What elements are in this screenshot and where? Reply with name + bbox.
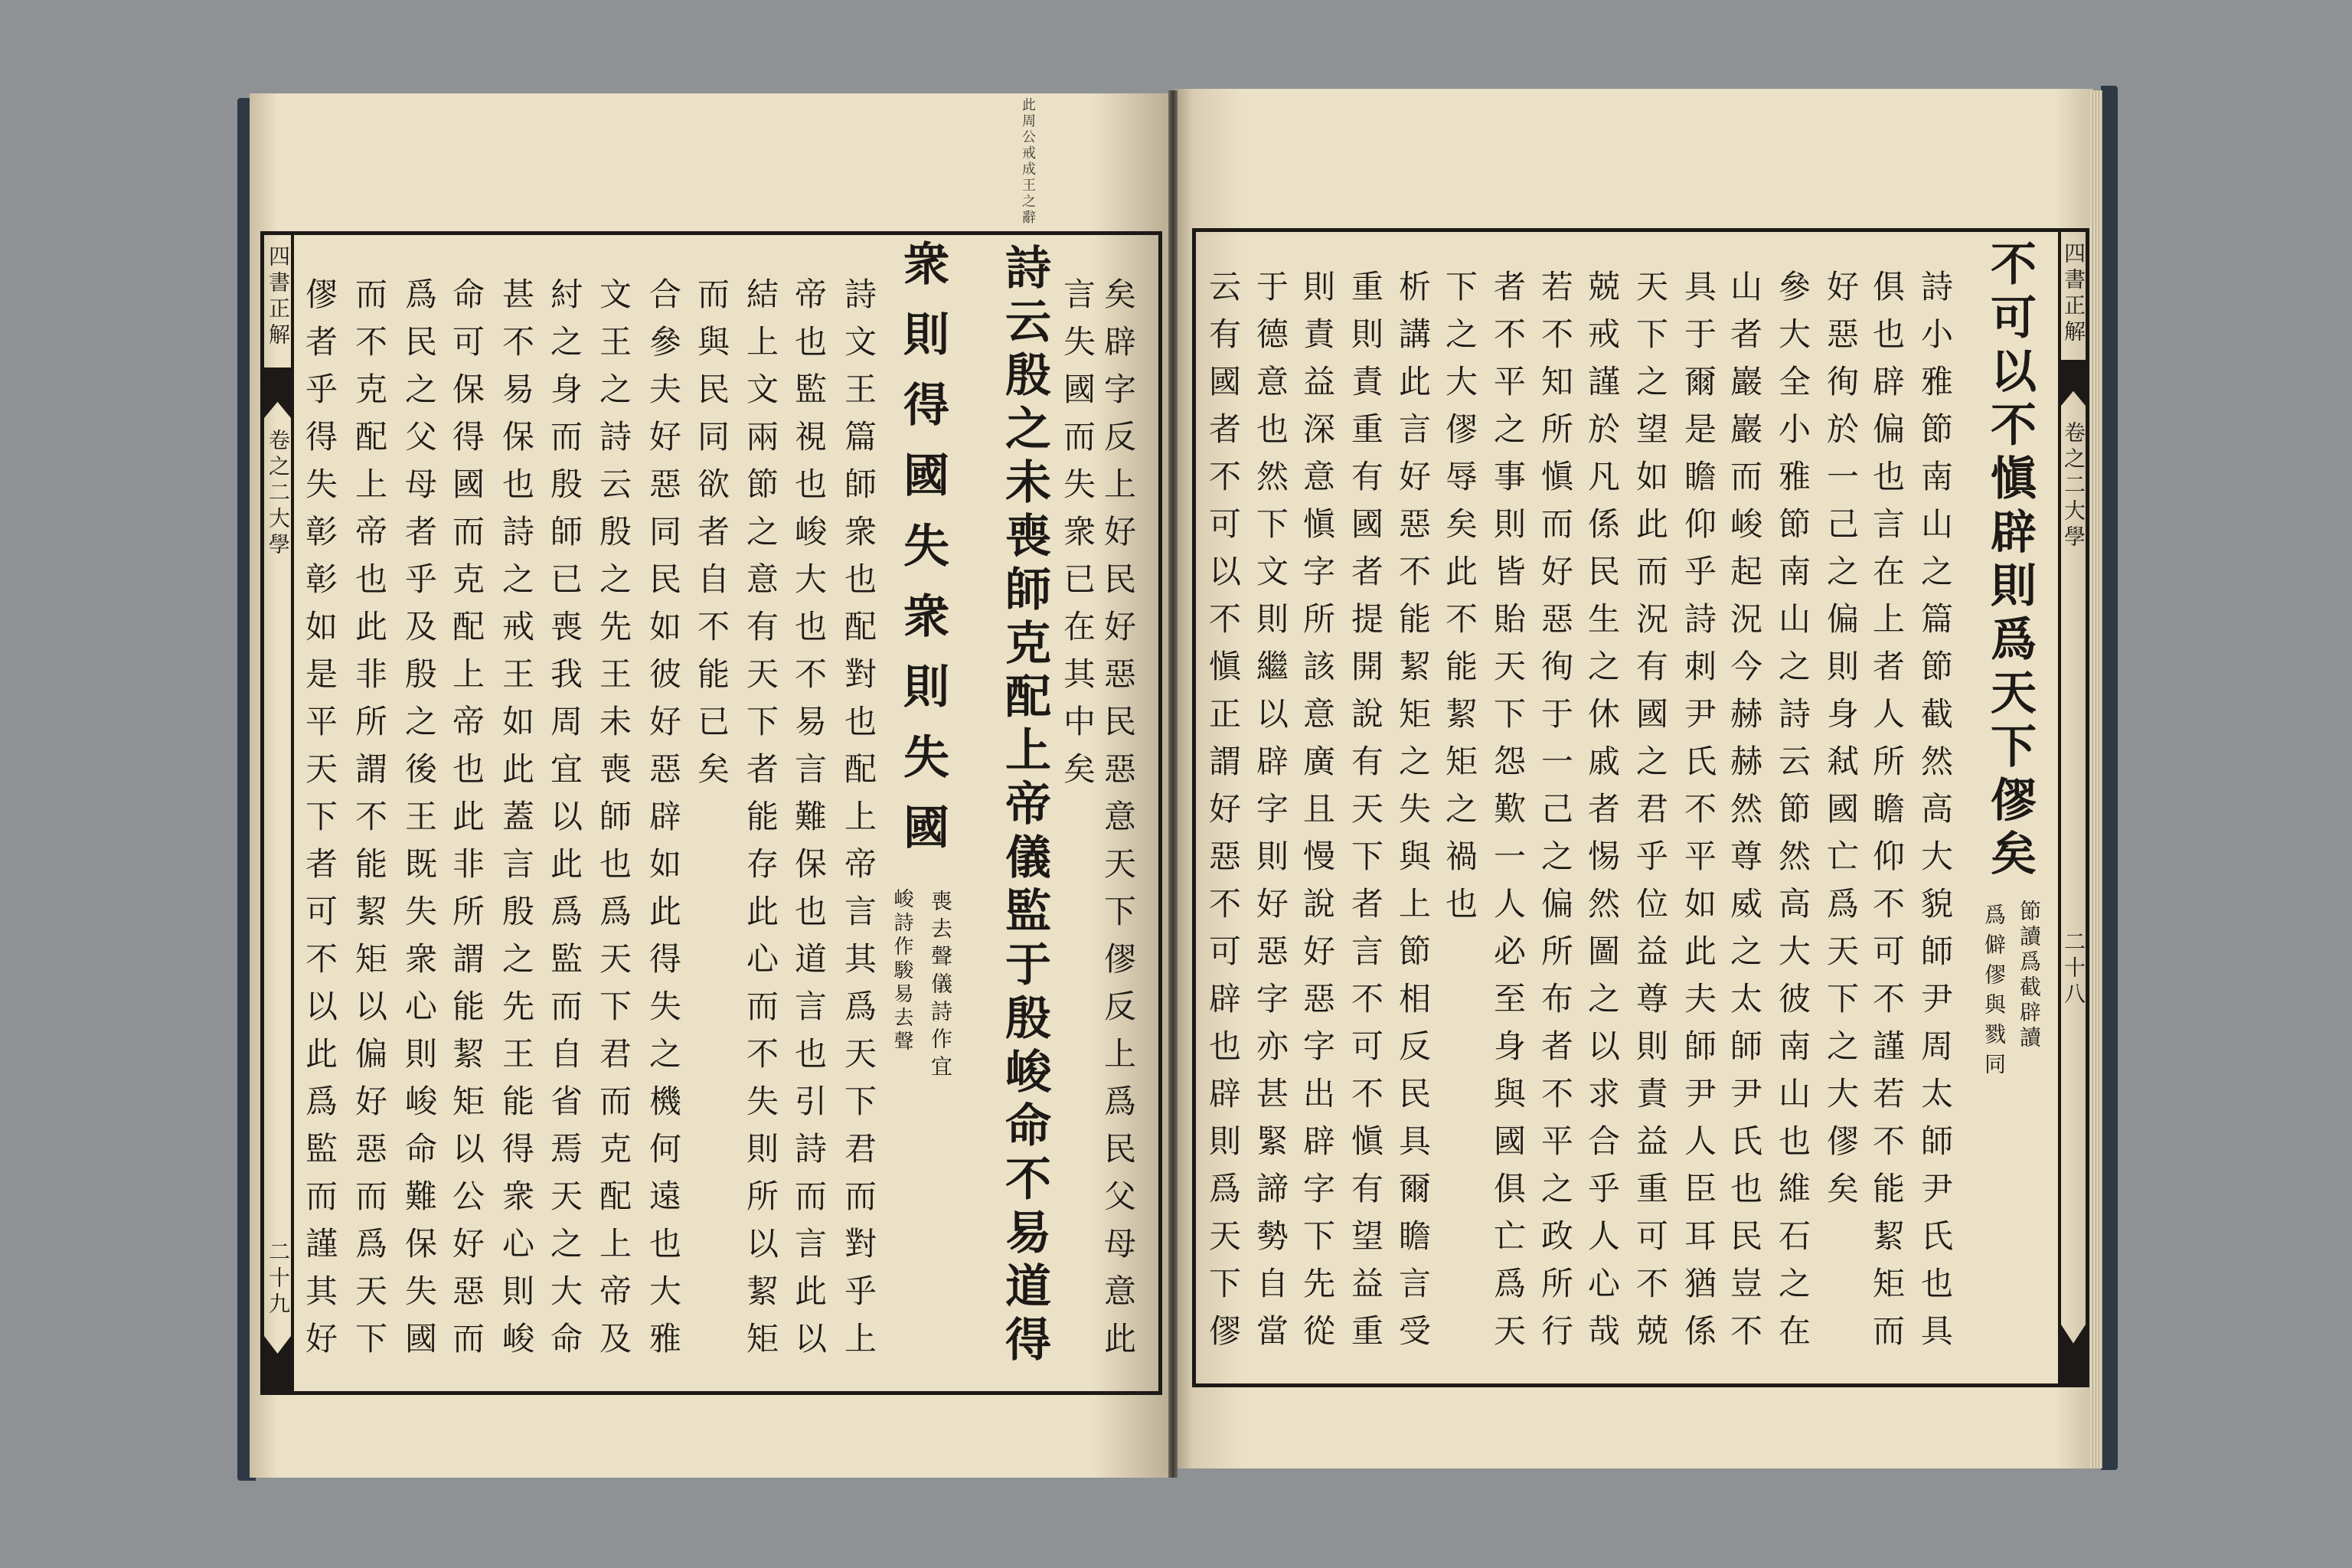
pronunciation-note: 喪去聲儀詩作宜 (928, 890, 953, 1083)
commentary-column: 文王之詩云殷之先王未喪師也爲天下君而克配上帝及 (595, 277, 632, 1369)
banxin-volume: 卷之二大學 (266, 429, 291, 559)
banxin-volume: 卷之二大學 (2061, 421, 2086, 551)
commentary-column: 下之大僇辱矣此不能絜矩之禍也 (1441, 270, 1478, 934)
commentary-column: 而不克配上帝也此非所謂不能絜矩以偏好惡而爲天下 (351, 277, 388, 1369)
classic-text-column: 衆則得國失衆則失國 (896, 240, 949, 874)
commentary-column: 則責益深意愼字所該意廣且慢說好惡字出辟字下先從 (1298, 270, 1336, 1361)
commentary-column: 俱也辟偏也言在上者人所瞻仰不可不謹若不能絜矩而 (1868, 270, 1906, 1361)
pronunciation-note: 爲僻僇與戮同 (1981, 903, 2007, 1083)
classic-text-column: 詩云殷之未喪師克配上帝儀監于殷峻命不易道得 (998, 243, 1051, 1369)
commentary-column: 若不知所愼而好惡徇于一己之偏所布者不平之政所行 (1537, 270, 1574, 1361)
commentary-column: 詩文王篇師衆也配對也配上帝言其爲天下君而對乎上 (840, 277, 877, 1369)
banxin-divider (2058, 228, 2061, 1387)
commentary-column: 析講此言好惡不能絜矩之失與上節相反民具爾瞻言受 (1394, 270, 1432, 1361)
commentary-column: 者不平之事則皆貽天下怨歎一人必至身與國俱亡爲天 (1489, 270, 1527, 1361)
commentary-column: 僇者乎得失彰彰如是平天下者可不以此爲監而謹其好 (301, 277, 338, 1369)
commentary-column: 矣辟字反上好民好惡民惡意天下僇反上爲民父母意此 (1099, 277, 1137, 1369)
commentary-column: 合參夫好惡同民如彼好惡辟如此得失之機何遠也大雅 (645, 277, 682, 1369)
banxin-divider (291, 231, 294, 1395)
book-cover-edge-right (2101, 86, 2118, 1470)
commentary-column: 言失國而失衆已在其中矣 (1059, 277, 1096, 799)
commentary-column: 命可保得國而克配上帝也此非所謂能絜矩以公好惡而 (448, 277, 485, 1369)
banxin-title: 四書正解 (2061, 242, 2086, 346)
commentary-column: 兢戒謹於凡係民生之休戚者惕然圖之以求合乎人心哉 (1583, 270, 1621, 1361)
commentary-column: 結上文兩節之意有天下者能存此心而不失則所以絜矩 (742, 277, 779, 1369)
commentary-column: 帝也監視也峻大也不易言難保也道言也引詩而言此以 (790, 277, 828, 1369)
commentary-column: 參大全小雅節南山之詩云節然高大彼南山也維石之在 (1774, 270, 1811, 1361)
pronunciation-note: 峻詩作駿易去聲 (890, 888, 913, 1054)
banxin-leaf-number: 二十九 (266, 1240, 291, 1318)
commentary-column: 而與民同欲者自不能已矣 (693, 277, 730, 799)
page-stack-edge (2090, 90, 2102, 1468)
commentary-column: 天下之望如此而況有國之君乎位益尊則責益重可不兢 (1632, 270, 1669, 1361)
head-note: 此周公戒成王之辭 (1020, 97, 1036, 226)
commentary-column: 具于爾是瞻仰乎詩刺尹氏不平如此夫師尹人臣耳猶係 (1680, 270, 1717, 1361)
commentary-column: 云有國者不可以不愼正謂好惡不可辟也辟則爲天下僇 (1204, 270, 1242, 1361)
banxin-title: 四書正解 (266, 245, 291, 349)
commentary-column: 爲民之父母者乎及殷之後王既失衆心則峻命難保失國 (400, 277, 438, 1369)
commentary-column: 于德意也然下文則繼以辟字則好惡字亦甚緊諦勢自當 (1252, 270, 1289, 1361)
book-gutter (1168, 90, 1178, 1478)
pronunciation-note: 節讀爲截辟讀 (2017, 900, 2042, 1051)
commentary-column: 山者巖巖而峻起況今赫赫然尊威之太師尹氏也民豈不 (1726, 270, 1763, 1361)
commentary-column: 詩小雅節南山之篇節截然高大貌師尹周太師尹氏也具 (1916, 270, 1954, 1361)
commentary-column: 紂之身而殷師已喪我周宜以此爲監而自省焉天之大命 (546, 277, 583, 1369)
banxin-leaf-number: 二十八 (2061, 930, 2086, 1008)
commentary-column: 甚不易保也詩之戒王如此蓋言殷之先王能得衆心則峻 (498, 277, 535, 1369)
classic-text-column: 不可以不愼辟則爲天下僇矣 (1983, 240, 2037, 883)
commentary-column: 好惡徇於一己之偏則身弒國亡爲天下之大僇矣 (1822, 270, 1860, 1219)
commentary-column: 重則責重有國者提開說有天下者言不可不愼有望益重 (1347, 270, 1384, 1361)
